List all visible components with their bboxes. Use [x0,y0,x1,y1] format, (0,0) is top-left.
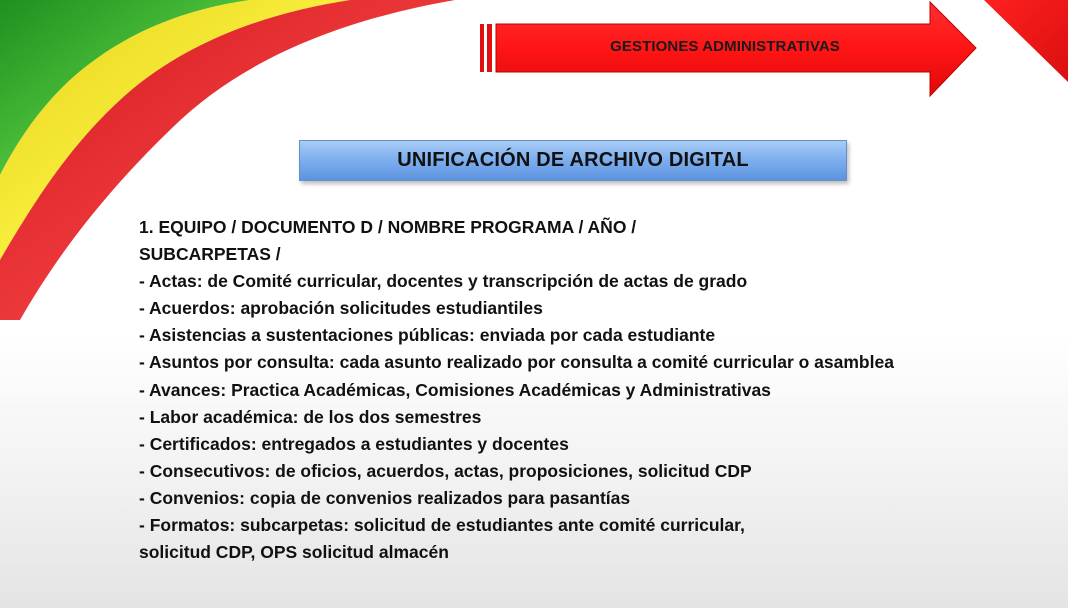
content-list [139,214,1039,566]
content-line: - Acuerdos: aprobación solicitudes estudiantiles [139,298,543,319]
slide-title-box [299,140,847,181]
content-line: - Asuntos por consulta: cada asunto realizado por consulta a comité curricular o asamblea [139,352,894,373]
content-line: solicitud CDP, OPS solicitud almacén [139,542,449,563]
content-line: - Consecutivos: de oficios, acuerdos, actas, proposiciones, solicitud CDP [139,460,752,481]
content-line: - Formatos: subcarpetas: solicitud de estudiantes ante comité curricular, [139,515,745,536]
content-line: - Labor académica: de los dos semestres [139,406,482,427]
content-line: 1. EQUIPO / DOCUMENTO D / NOMBRE PROGRAMA / AÑO / [139,217,637,237]
content-line: - Convenios: copia de convenios realizados para pasantías [139,487,631,508]
content-line: - Certificados: entregados a estudiantes y docentes [139,433,569,454]
content-line: SUBCARPETAS / [139,244,281,265]
content-line: - Avances: Practica Académicas, Comisiones Académicas y Administrativas [139,379,771,400]
content-line: - Actas: de Comité curricular, docentes y transcripción de actas de grado [139,271,748,292]
slide-title: UNIFICACIÓN DE ARCHIVO DIGITAL [397,149,749,171]
corner-triangle-decoration [978,0,1068,90]
banner-label: GESTIONES ADMINISTRATIVAS [610,38,840,55]
content-line: - Asistencias a sustentaciones públicas: enviada por cada estudiante [139,325,716,346]
